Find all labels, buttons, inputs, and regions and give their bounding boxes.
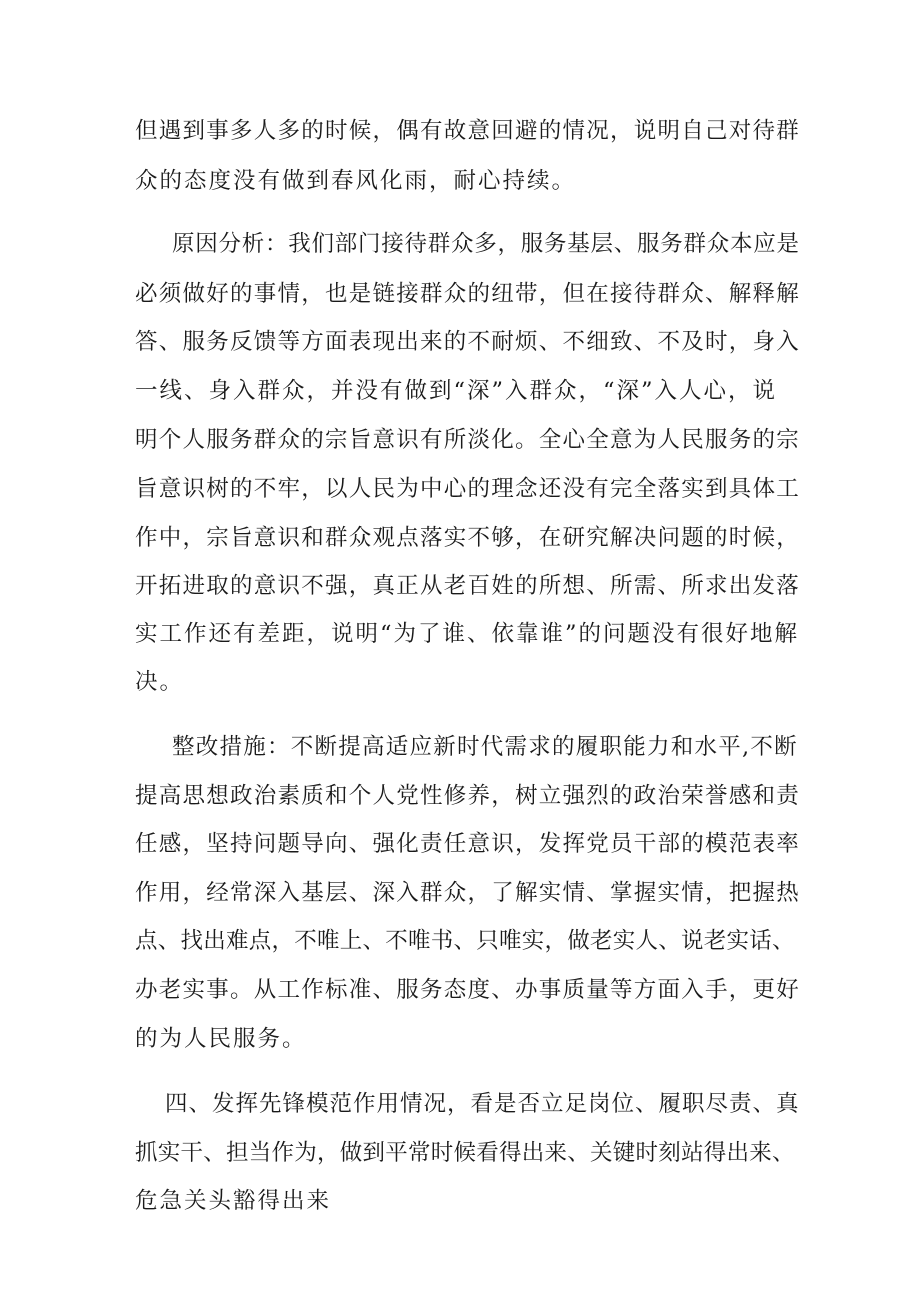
cause-analysis-line-6: 旨意识树的不牢，以人民为中心的理念还没有完全落实到具体工 bbox=[135, 476, 801, 502]
section-four-line-1: 四、发挥先锋模范作用情况，看是否立足岗位、履职尽责、真 bbox=[165, 1091, 800, 1117]
cause-analysis-line-4: 一线、身入群众，并没有做到“深”入群众，“深”入人心，说 bbox=[135, 378, 778, 404]
rectification-line-5: 点、找出难点，不唯上、不唯书、只唯实，做老实人、说老实话、 bbox=[135, 928, 795, 954]
cause-analysis-line-7: 作中，宗旨意识和群众观点落实不够，在研究解决问题的时候， bbox=[135, 525, 801, 551]
rectification-line-3: 任感，坚持问题导向、强化责任意识，发挥党员干部的模范表率 bbox=[135, 831, 801, 857]
cause-analysis-line-9: 实工作还有差距，说明“为了谁、依靠谁”的问题没有很好地解 bbox=[135, 621, 800, 647]
continuation-line-2: 众的态度没有做到春风化雨，耐心持续。 bbox=[135, 168, 577, 194]
rectification-line-6: 办老实事。从工作标准、服务态度、办事质量等方面入手，更好 bbox=[135, 977, 801, 1003]
cause-analysis-line-10: 决。 bbox=[135, 669, 185, 695]
cause-analysis-line-1: 原因分析：我们部门接待群众多，服务基层、服务群众本应是 bbox=[172, 231, 800, 257]
rectification-line-1: 整改措施：不断提高适应新时代需求的履职能力和水平,不断 bbox=[172, 734, 798, 760]
cause-analysis-line-3: 答、服务反馈等方面表现出来的不耐烦、不细致、不及时，身入 bbox=[135, 329, 801, 355]
section-four-line-3: 危急关头豁得出来 bbox=[135, 1188, 332, 1214]
rectification-line-4: 作用，经常深入基层、深入群众，了解实情、掌握实情，把握热 bbox=[135, 880, 801, 906]
cause-analysis-line-5: 明个人服务群众的宗旨意识有所淡化。全心全意为人民服务的宗 bbox=[135, 427, 801, 453]
section-four-line-2: 抓实干、担当作为，做到平常时候看得出来、关键时刻站得出来、 bbox=[135, 1140, 795, 1166]
continuation-line-1: 但遇到事多人多的时候，偶有故意回避的情况，说明自己对待群 bbox=[135, 118, 801, 144]
rectification-line-7: 的为人民服务。 bbox=[135, 1026, 307, 1052]
cause-analysis-line-8: 开拓进取的意识不强，真正从老百姓的所想、所需、所求出发落 bbox=[135, 573, 801, 599]
rectification-line-2: 提高思想政治素质和个人党性修养，树立强烈的政治荣誉感和责 bbox=[135, 783, 801, 809]
cause-analysis-line-2: 必须做好的事情，也是链接群众的纽带，但在接待群众、解释解 bbox=[135, 281, 801, 307]
